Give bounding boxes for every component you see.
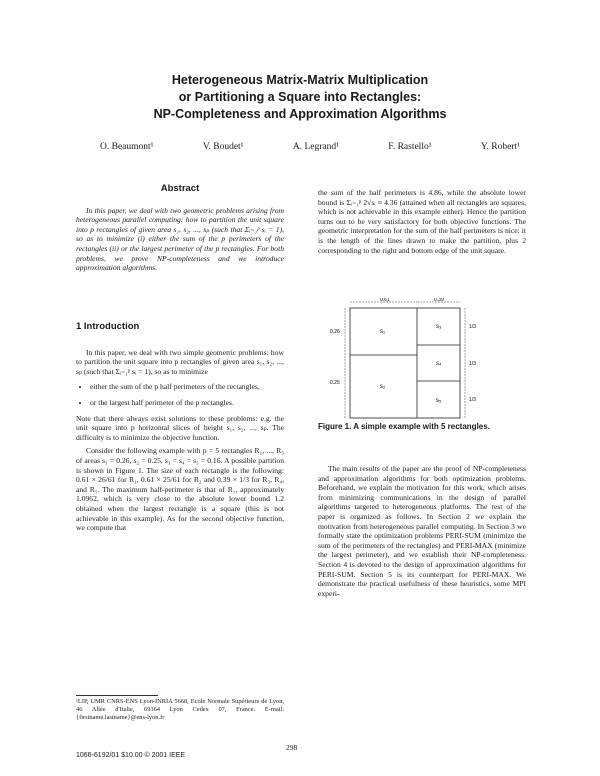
label-left-bottom: 0.25 bbox=[330, 380, 340, 386]
abstract-text: In this paper, we deal with two geometric problems arising from heterogeneous parallel computing: how to partition the unit square into p rectangles of given area s₁, s₂, ..., sₚ (such that Σᵢ₌₁ᵖ sᵢ = 1), so as to minimize (i) either the sum of the p perimeters of the rectangles (ii) or the largest perimeter of the p rectangles. For both problems, we prove NP-completeness and we introduce approximation algorithms. bbox=[76, 205, 284, 273]
title-line-2: or Partitioning a Square into Rectangles: bbox=[178, 90, 422, 104]
author-1: O. Beaumont¹ bbox=[100, 142, 154, 152]
author-3: A. Legrand¹ bbox=[292, 142, 339, 152]
rect-label-s4: s₄ bbox=[436, 361, 442, 367]
rect-label-s5: s₅ bbox=[436, 398, 442, 404]
intro-paragraph-1: In this paper, we deal with two simple geometric problems: how to partition the unit square into p rectangles of given area s₁, s₂, ..., sₚ (such that Σᵢ₌₁ᵖ sᵢ = 1), so as to minimize bbox=[76, 347, 284, 376]
author-list bbox=[100, 142, 520, 152]
introduction-heading: 1 Introduction bbox=[76, 321, 140, 332]
right-paragraph-1: the sum of the half perimeters is 4.86, while the absolute lower bound is Σᵢ₌₁ᵖ 2√sᵢ ≈ 4.36 (attained when all rectangles are squares, which is not achievable in this example either). Hence the partition turns out to be very satisfactory for both objective functions. The geometric interpretation for the sum of the half perimeters is nice: it is the length of the lines drawn to make the partition, plus 2 corresponding to the right and bottom edge of the unit square. bbox=[318, 188, 526, 255]
figure-caption: Figure 1. A simple example with 5 rectangles. bbox=[318, 422, 490, 431]
label-right-3: 1/3 bbox=[469, 397, 476, 403]
figure-1-partition bbox=[330, 298, 510, 420]
objective-item: • either the sum of the p half perimeters of the rectangles, bbox=[90, 382, 284, 392]
objective-list bbox=[76, 382, 284, 407]
intro-paragraph-3: Consider the following example with p = 5 rectangles R₁, ..., R₅ of areas s₁ = 0.26, s₂ = 0.25, s₃ = s₄ = s₅ = 0.16. A possible partition is shown in Figure 1. The size of each rectangle is the following: 0.61 × 26/61 for R₁, 0.61 × 25/61 for R₂ and 0.39 × 1/3 for R₃, R₄, and R₅. The maximum half-perimeter is that of R₁, approximately 1.0962, which is very close to the absolute lower bound 1.2 obtained when the largest rectangle is a square (this is not achievable in this example). As for the second objective function, we compute that bbox=[76, 446, 284, 533]
right-column-bottom bbox=[318, 464, 526, 602]
title-line-3: NP-Completeness and Approximation Algorithms bbox=[153, 107, 447, 121]
page-number: 298 bbox=[286, 743, 298, 752]
abstract-heading: Abstract bbox=[160, 183, 200, 194]
rect-label-s1: s₁ bbox=[380, 329, 386, 335]
unit-square bbox=[350, 308, 460, 418]
intro-paragraph-2: Note that there always exist solutions to these problems: e.g. the unit square into p horizontal slices of height s₁, s₂, ..., sₚ. The difficulty is to minimize the objective function. bbox=[76, 413, 284, 442]
label-left-top: 0.26 bbox=[330, 329, 340, 335]
right-paragraph-2: The main results of the paper are the proof of NP-completeness and approximation algorithms for both optimization problems. Beforehand, we explain the motivation for this work, which arises from minimizing communications in the design of parallel algorithms targeted to heterogeneous platforms. The rest of the paper is organized as follows. In Section 2 we explain the motivation from heterogeneous parallel computing. In Section 3 we formally state the optimization problems PERI-SUM (minimize the sum of the perimeters of the rectangles) and PERI-MAX (minimize the largest perimeter), and we establish their NP-completeness. Section 4 is devoted to the design of approximation algorithms for PERI-SUM. Section 5 is its counterpart for PERI-MAX. We demonstrate the practical usefulness of these heuristics, some MPI experi- bbox=[318, 464, 526, 598]
author-5: Y. Robert¹ bbox=[480, 142, 520, 152]
paper-title bbox=[60, 72, 540, 123]
label-right-1: 1/3 bbox=[469, 324, 476, 330]
introduction-section bbox=[76, 322, 284, 537]
rect-label-s2: s₂ bbox=[380, 384, 386, 390]
copyright-line: 1066-6192/01 $10.00 © 2001 IEEE bbox=[76, 752, 186, 759]
footnote: ¹LIP, UMR CNRS-ENS Lyon-INRIA 5668, Ecole Normale Supérieure de Lyon, 46 Allée d'Italie, 69364 Lyon Cedex 07, France. E-mail: {firstname.lastname}@ens-lyon.fr bbox=[76, 698, 284, 721]
label-top-left: 0.61 bbox=[380, 298, 390, 303]
rect-label-s3: s₃ bbox=[436, 324, 442, 330]
title-line-1: Heterogeneous Matrix-Matrix Multiplication bbox=[171, 73, 429, 87]
author-4: F. Rastello¹ bbox=[388, 142, 432, 152]
label-right-2: 1/3 bbox=[469, 361, 476, 367]
objective-item: • or the largest half perimeter of the p rectangles. bbox=[90, 398, 284, 408]
abstract-section bbox=[76, 184, 284, 277]
footnote-rule bbox=[76, 695, 158, 696]
right-column-top bbox=[318, 188, 526, 259]
author-2: V. Boudet¹ bbox=[202, 142, 244, 152]
label-top-right: 0.39 bbox=[434, 298, 444, 303]
